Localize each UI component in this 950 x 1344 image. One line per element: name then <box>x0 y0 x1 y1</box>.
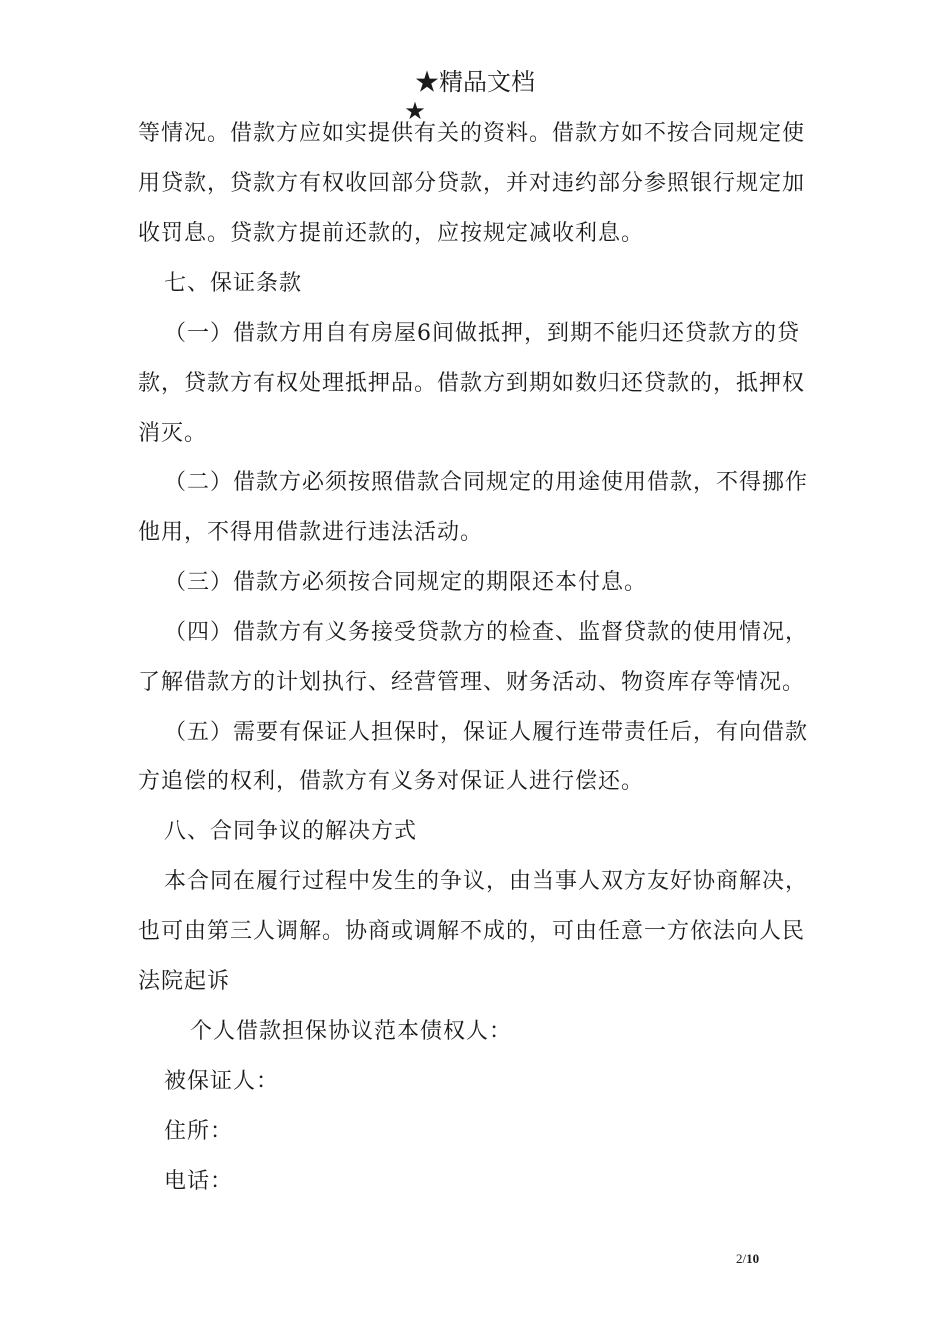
text-line: 款，贷款方有权处理抵押品。借款方到期如数归还贷款的，抵押权 <box>138 371 806 396</box>
text-line: 他用，不得用借款进行违法活动。 <box>138 520 484 545</box>
text-line: 用贷款，贷款方有权收回部分贷款，并对违约部分参照银行规定加 <box>138 171 806 196</box>
section-heading: 八、合同争议的解决方式 <box>164 819 418 844</box>
text-line: 等情况。借款方应如实提供有关的资料。借款方如不按合同规定使 <box>138 121 806 146</box>
text-line: （五）需要有保证人担保时，保证人履行连带责任后，有向借款 <box>164 720 809 745</box>
text-line: 方追偿的权利，借款方有义务对保证人进行偿还。 <box>138 769 645 794</box>
text-line: （三）借款方必须按合同规定的期限还本付息。 <box>164 570 648 595</box>
text-line: 法院起诉 <box>138 969 231 994</box>
header-star: ★ <box>404 97 426 125</box>
page-current: 2/ <box>736 1251 747 1266</box>
text-line: （四）借款方有义务接受贷款方的检查、监督贷款的使用情况， <box>164 620 809 645</box>
text-line: （二）借款方必须按照借款合同规定的用途使用借款，不得挪作 <box>164 470 809 495</box>
text-line: 消灭。 <box>138 421 208 446</box>
form-field-label: 住所： <box>164 1119 234 1144</box>
page-total: 10 <box>746 1251 760 1266</box>
text-line: 收罚息。贷款方提前还款的，应按规定减收利息。 <box>138 221 645 246</box>
text-line: 本合同在履行过程中发生的争议，由当事人双方友好协商解决， <box>164 869 809 894</box>
header-title: ★精品文档 <box>415 68 535 96</box>
text-line: 了解借款方的计划执行、经营管理、财务活动、物资库存等情况。 <box>138 670 806 695</box>
subtitle-line: 个人借款担保协议范本债权人： <box>190 1019 513 1044</box>
form-field-label: 被保证人： <box>164 1069 280 1094</box>
text-line: 也可由第三人调解。协商或调解不成的，可由任意一方依法向人民 <box>138 919 806 944</box>
text-line: （一）借款方用自有房屋6间做抵押，到期不能归还贷款方的贷 <box>164 321 800 346</box>
form-field-label: 电话： <box>164 1169 234 1194</box>
section-heading: 七、保证条款 <box>164 271 303 296</box>
page-number <box>736 1251 759 1267</box>
